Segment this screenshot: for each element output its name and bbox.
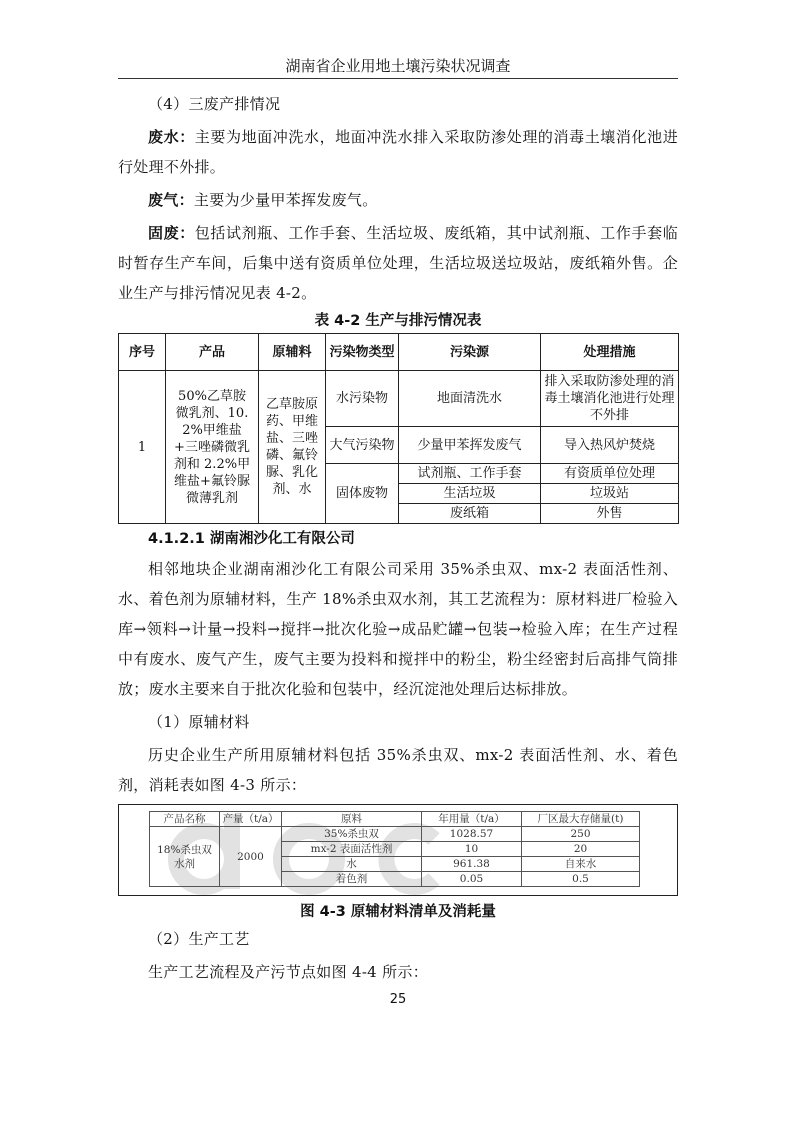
cell-source: 废纸箱 [399,504,541,524]
cell-max-storage: 自来水 [522,857,640,872]
cell-product: 50%乙草胺微乳剂、10.2%甲维盐+三唑磷微乳剂和 2.2%甲维盐+氟铃脲微薄乳剂 [166,371,259,524]
cell-material: 着色剂 [282,872,422,887]
header-cell: 污染源 [399,334,541,371]
cell-annual-use: 10 [422,842,522,857]
table-caption: 表 4-2 生产与排污情况表 [314,313,482,329]
cell-max-storage: 20 [522,842,640,857]
materials-paragraph: 历史企业生产所用原辅材料包括 35%杀虫双、mx-2 表面活性剂、水、着色剂，消耗表如图 4-3 所示： [118,746,678,794]
header-cell: 年用量（t/a） [422,812,522,827]
subsection-title: （1）原辅材料 [148,713,250,731]
section-heading: 4.1.2.1 湖南湘沙化工有限公司 [148,531,355,547]
figure-table-header [150,812,640,827]
production-pollution-table [118,333,679,524]
cell-annual-use: 0.05 [422,872,522,887]
cell-max-storage: 250 [522,827,640,842]
header-cell: 原辅料 [259,334,326,371]
cell-max-storage: 0.5 [522,872,640,887]
figure-materials-image [118,804,678,896]
cell-material: mx-2 表面活性剂 [282,842,422,857]
wastewater-label: 废水： [148,128,195,146]
wastewater-paragraph [118,122,678,182]
wastegas-paragraph [118,185,678,215]
cell-measure: 外售 [541,504,679,524]
figure-table-row [150,827,640,842]
solid-waste-paragraph [118,218,678,308]
cell-source: 试剂瓶、工作手套 [399,464,541,484]
cell-measure: 导入热风炉焚烧 [541,427,679,464]
header-cell: 产量（t/a） [220,812,282,827]
solid-label: 固废： [148,224,195,242]
process-paragraph: 生产工艺流程及产污节点如图 4-4 所示： [148,963,428,981]
table-row [119,371,679,427]
cell-source: 少量甲苯挥发废气 [399,427,541,464]
subsection-title: （4）三废产排情况 [148,95,281,113]
cell-materials: 乙草胺原药、甲维盐、三唑磷、氟铃脲、乳化剂、水 [259,371,326,524]
cell-source: 生活垃圾 [399,484,541,504]
cell-source: 地面清洗水 [399,371,541,427]
running-header: 湖南省企业用地土壤污染状况调查 [118,56,678,79]
header-cell: 处理措施 [541,334,679,371]
cell-type: 固体废物 [326,464,399,524]
cell-type: 大气污染物 [326,427,399,464]
cell-product: 18%杀虫双水剂 [150,827,220,887]
cell-no: 1 [119,371,166,524]
cell-output: 2000 [220,827,282,887]
header-cell: 产品名称 [150,812,220,827]
cell-type: 水污染物 [326,371,399,427]
page-number: 25 [389,992,407,1007]
cell-measure: 排入采取防渗处理的消毒土壤消化池进行处理不外排 [541,371,679,427]
company-paragraph: 相邻地块企业湖南湘沙化工有限公司采用 35%杀虫双、mx-2 表面活性剂、水、着色剂为原辅材料，生产 18%杀虫双水剂，其工艺流程为：原材料进厂检验入库→领料→计量→投料→搅拌→批次化验→成品贮罐→包装→检验入库；在生产过程中有废水、废气产生，废气主要为投料和搅拌中的粉尘，粉尘经密封后高排气筒排放；废水主要来自于批次化验和包装中，经沉淀池处理后达标排放。 [118,560,678,698]
wastegas-label: 废气： [148,191,194,209]
header-cell: 原料 [282,812,422,827]
cell-material: 水 [282,857,422,872]
figure-caption: 图 4-3 原辅材料清单及消耗量 [300,904,496,920]
cell-annual-use: 1028.57 [422,827,522,842]
subsection-title: （2）生产工艺 [148,930,250,948]
header-cell: 污染物类型 [326,334,399,371]
cell-measure: 有资质单位处理 [541,464,679,484]
cell-measure: 垃圾站 [541,484,679,504]
materials-consumption-table [149,811,640,887]
solid-text: 包括试剂瓶、工作手套、生活垃圾、废纸箱，其中试剂瓶、工作手套临时暂存生产车间，后集中送有资质单位处理，生活垃圾送垃圾站，废纸箱外售。企业生产与排污情况见表 4-2。 [118,224,678,302]
table-header-row [119,334,679,371]
wastewater-text: 主要为地面冲洗水，地面冲洗水排入采取防渗处理的消毒土壤消化池进行处理不外排。 [118,128,678,176]
cell-material: 35%杀虫双 [282,827,422,842]
wastegas-text: 主要为少量甲苯挥发废气。 [193,191,378,209]
header-cell: 序号 [119,334,166,371]
cell-annual-use: 961.38 [422,857,522,872]
header-cell: 厂区最大存储量(t) [522,812,640,827]
header-cell: 产品 [166,334,259,371]
